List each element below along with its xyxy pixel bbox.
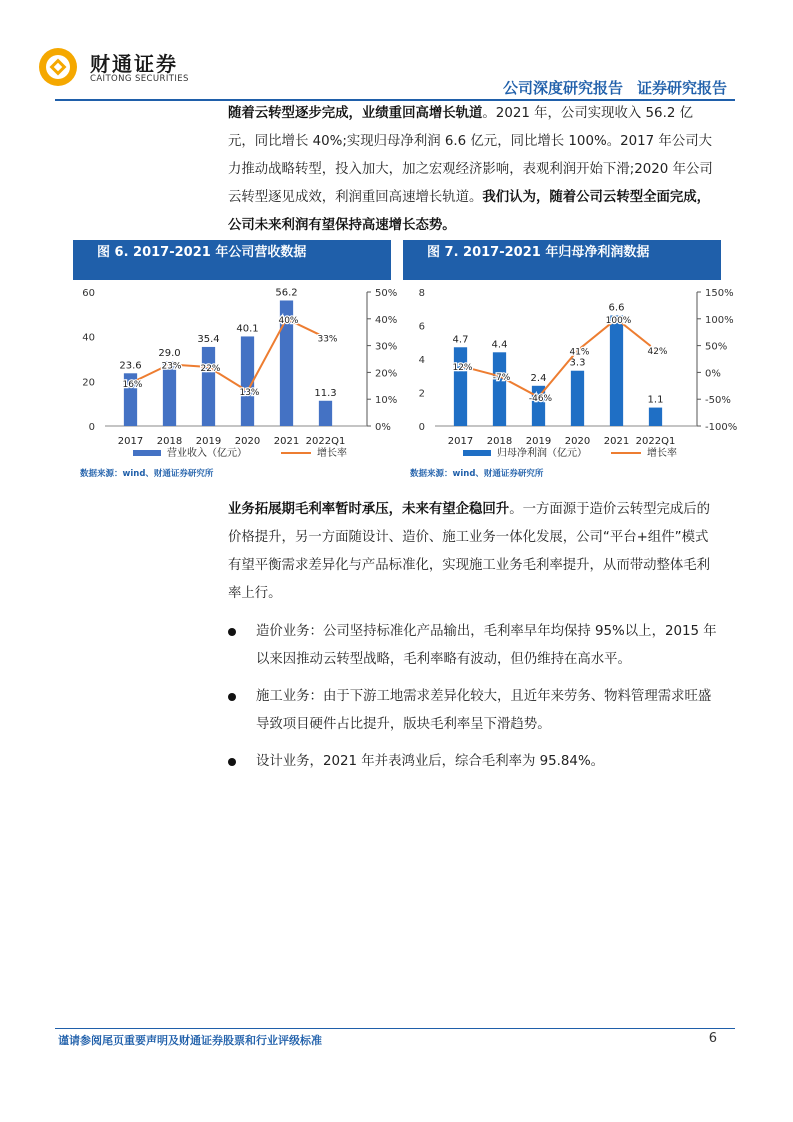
y-right-tick-label: -100% — [705, 422, 738, 433]
x-tick-label: 2021 — [603, 436, 630, 447]
y-right-tick-label: 100% — [705, 314, 734, 326]
growth-rate-label: 100% — [605, 315, 632, 326]
y-right-tick-label: 30% — [375, 341, 398, 353]
y-left-tick-label: 8 — [418, 288, 425, 299]
paragraph-body: 。一方面源于造价云转型完成后的价格提升，另一方面随设计、造价、施工业务一体化发展，公司“平台+组件”模式有望平衡需求差异化与产品标准化，实现施工业务毛利率提升，从而带动整体毛利率上行。 — [228, 502, 711, 601]
growth-rate-label: 16% — [122, 380, 143, 391]
x-tick-label: 2021 — [273, 436, 300, 447]
bar-value-label: 4.7 — [452, 334, 469, 346]
y-right-tick-label: 50% — [375, 288, 398, 299]
bar-value-label: 3.3 — [569, 357, 586, 369]
x-tick-label: 2017 — [447, 436, 474, 447]
paragraph-body: 。2021 年，公司实现收入 56.2 亿元，同比增长 40%;实现归母净利润 6.6 亿元，同比增长 100%。2017 年公司大力推动战略转型，投入加大，加之宏观经济影响，表观利润开始下滑;2020 年公司云转型逐见成效，利润重回高速增长轨道。 — [228, 106, 713, 205]
growth-rate-label: 13% — [239, 388, 260, 399]
x-tick-label: 2019 — [195, 436, 222, 447]
y-left-tick-label: 60 — [82, 288, 95, 299]
bar-value-label: 35.4 — [197, 333, 220, 345]
growth-rate-label: -46% — [528, 394, 553, 405]
paragraph-lead: 随着云转型逐步完成，业绩重回高增长轨道 — [228, 106, 483, 121]
legend-bar-swatch — [463, 450, 491, 456]
y-left-tick-label: 4 — [418, 355, 425, 366]
growth-rate-label: 12% — [452, 362, 473, 373]
legend-bar-label: 归母净利润（亿元） — [497, 448, 587, 459]
bullet-dot-icon — [228, 758, 236, 766]
y-left-tick-label: 20 — [82, 377, 95, 389]
bar-value-label: 40.1 — [236, 323, 259, 335]
figure-6-title: 图 6. 2017-2021 年公司营收数据 — [73, 240, 391, 280]
x-tick-label: 2022Q1 — [305, 436, 346, 447]
x-tick-label: 2022Q1 — [635, 436, 676, 447]
bar — [571, 371, 584, 426]
legend-line-label: 增长率 — [317, 448, 347, 459]
bar — [610, 315, 623, 426]
figure-7-title: 图 7. 2017-2021 年归母净利润数据 — [403, 240, 721, 280]
growth-rate-label: 42% — [647, 346, 668, 357]
bar — [319, 401, 332, 426]
legend-bar-swatch — [133, 450, 161, 456]
bullet-text: 施工业务：由于下游工地需求差异化较大，且近年来劳务、物料管理需求旺盛导致项目硬件占比提升，版块毛利率呈下滑趋势。 — [256, 689, 712, 732]
bar — [649, 408, 662, 426]
y-right-tick-label: 0% — [705, 368, 721, 380]
bar-value-label: 2.4 — [530, 372, 547, 384]
growth-rate-label: 22% — [200, 364, 221, 375]
footer-divider — [55, 1028, 735, 1029]
caitong-logo-icon — [36, 44, 84, 90]
logo-english-name: CAITONG SECURITIES — [90, 74, 189, 84]
y-right-tick-label: 0% — [375, 422, 391, 433]
net-profit-chart — [403, 280, 738, 465]
bar-value-label: 1.1 — [647, 394, 664, 406]
page-number: 6 — [708, 1031, 717, 1046]
x-tick-label: 2020 — [234, 436, 261, 447]
bar-value-label: 6.6 — [608, 302, 625, 314]
report-type: 公司深度研究报告 — [502, 79, 623, 97]
bullet-text: 设计业务，2021 年并表鸿业后，综合毛利率为 95.84%。 — [256, 754, 605, 769]
y-left-tick-label: 40 — [82, 332, 95, 344]
bullet-text: 造价业务：公司坚持标准化产品输出，毛利率早年均保持 95%以上，2015 年以来因推动云转型战略，毛利率略有波动，但仍维持在高水平。 — [256, 624, 717, 667]
revenue-chart — [73, 280, 398, 465]
x-tick-label: 2018 — [486, 436, 513, 447]
x-tick-label: 2017 — [117, 436, 144, 447]
bar-value-label: 23.6 — [119, 360, 142, 372]
y-right-tick-label: 150% — [705, 288, 734, 299]
bullet-dot-icon — [228, 693, 236, 701]
paragraph-gross-margin — [228, 496, 718, 608]
x-tick-label: 2020 — [564, 436, 591, 447]
growth-rate-label: -7% — [492, 373, 511, 384]
legend-line-label: 增长率 — [647, 448, 677, 459]
y-right-tick-label: 40% — [375, 314, 398, 326]
growth-rate-line — [461, 319, 656, 397]
y-right-tick-label: 20% — [375, 368, 398, 380]
bar-value-label: 56.2 — [275, 287, 298, 299]
bar — [454, 347, 467, 426]
y-left-tick-label: 0 — [418, 422, 425, 433]
y-right-tick-label: 10% — [375, 395, 398, 407]
y-right-tick-label: -50% — [705, 395, 731, 407]
company-logo — [36, 44, 196, 90]
figure-6-source: 数据来源：wind、财通证券研究所 — [80, 469, 214, 479]
growth-rate-label: 23% — [161, 361, 182, 372]
growth-rate-label: 33% — [317, 334, 338, 345]
bar — [493, 352, 506, 426]
report-kind: 证券研究报告 — [636, 79, 727, 97]
bar-value-label: 4.4 — [491, 339, 508, 351]
logo-chinese-name: 财通证券 — [90, 52, 178, 76]
paragraph-performance — [228, 100, 718, 240]
x-tick-label: 2019 — [525, 436, 552, 447]
y-left-tick-label: 6 — [418, 321, 425, 333]
y-left-tick-label: 2 — [418, 388, 425, 400]
paragraph-conclusion: 我们认为，随着公司云转型全面完成，公司未来利润有望保持高速增长态势。 — [228, 190, 711, 233]
paragraph-lead: 业务拓展期毛利率暂时承压，未来有望企稳回升 — [228, 502, 510, 517]
x-tick-label: 2018 — [156, 436, 183, 447]
figure-7-source: 数据来源：wind、财通证券研究所 — [410, 469, 544, 479]
footer-disclaimer: 谨请参阅尾页重要声明及财通证券股票和行业评级标准 — [58, 1034, 322, 1047]
growth-rate-label: 41% — [569, 347, 590, 358]
growth-rate-label: 40% — [278, 315, 299, 326]
legend-bar-label: 营业收入（亿元） — [167, 448, 247, 459]
bullet-dot-icon — [228, 628, 236, 636]
bar — [202, 347, 215, 426]
bar-value-label: 29.0 — [158, 348, 181, 360]
y-right-tick-label: 50% — [705, 341, 728, 353]
report-header — [503, 77, 727, 98]
bar-value-label: 11.3 — [314, 387, 337, 399]
y-left-tick-label: 0 — [88, 422, 95, 433]
